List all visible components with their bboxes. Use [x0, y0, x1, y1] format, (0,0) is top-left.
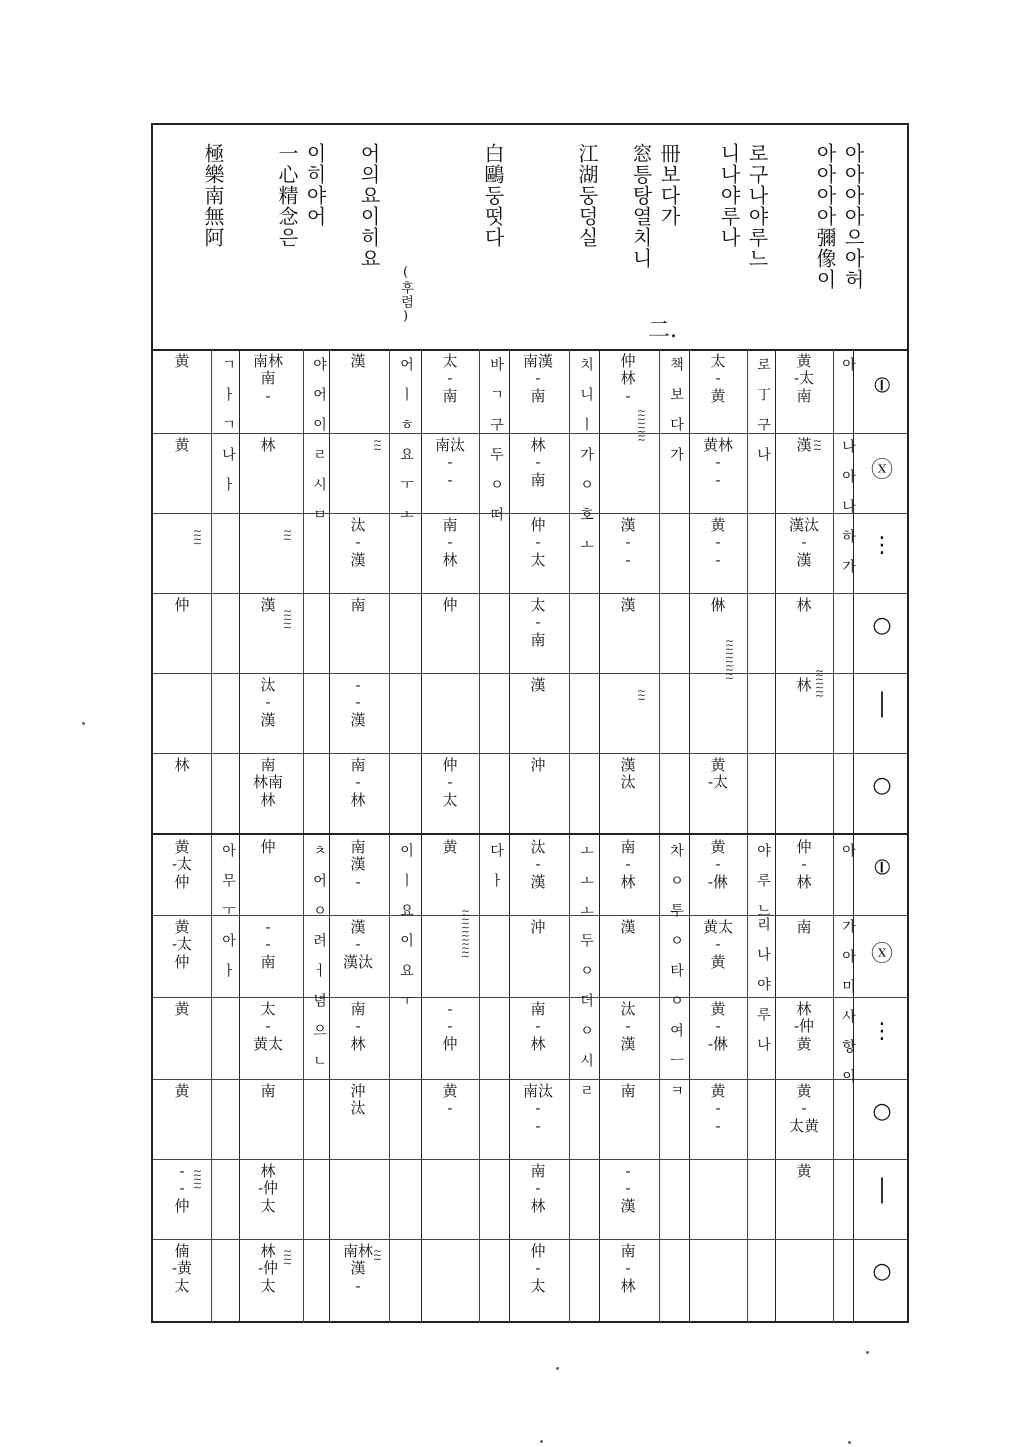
notation-cell: 漢汰 - 漢: [788, 516, 819, 569]
notation-cell: 㑣: [710, 596, 726, 614]
refrain-line-3: 一心精念은: [275, 143, 299, 248]
score-sheet: [151, 123, 909, 1323]
notation-cell: 南 - 林: [530, 1162, 546, 1215]
refrain-line-4: 極樂南無阿: [201, 143, 225, 248]
verse-line-7: 江湖둥덩실: [575, 143, 599, 248]
refrain-line-1: 어의요이히요: [357, 143, 381, 269]
rhythm-symbol-1: ⦶: [874, 373, 890, 398]
rhythm-symbol-7: ⦶: [874, 855, 890, 880]
notation-cell: 黄 -: [442, 1082, 458, 1118]
notation-cell: 南 林南 林: [252, 756, 283, 809]
lyric-col-7-bottom: ㅊ 어 ㅇ 려 ㅓ 념 으 ㄴ: [311, 843, 327, 1067]
notation-cell: 黄: [442, 838, 458, 856]
refrain-label: (후렴): [398, 265, 413, 325]
verse-line-5: 冊보다가: [657, 143, 681, 227]
notation-cell: - - 漢: [620, 1162, 636, 1215]
lyric-col-1-bottom: 아: [840, 843, 856, 857]
verse-line-8: 白鷗둥떳다: [481, 143, 505, 248]
rhythm-symbol-5: │: [875, 693, 889, 718]
lyric-col-1b-bottom: 가 아 미 사 항 이: [840, 919, 856, 1083]
notation-cell: 漢: [796, 436, 812, 454]
notation-cell: 南: [796, 918, 812, 936]
notation-cell: 沖: [530, 918, 546, 936]
notation-cell: 黄: [796, 1162, 812, 1180]
notation-cell: 仲: [260, 838, 276, 856]
rhythm-symbol-2: ⓧ: [870, 458, 893, 483]
verse-line-4: 니나야루나: [717, 143, 741, 248]
notation-cell: 漢 汰: [620, 756, 636, 792]
lyric-col-7-top: 야 어 이 ㄹ 시 ㅁ: [311, 357, 327, 521]
lyrics-panel: [153, 125, 907, 351]
lyric-col-5-bottom: 다 ㅏ: [488, 843, 504, 887]
lyric-col-3-top: 책 보 다 가: [668, 357, 684, 461]
notation-cell: 黄太 - 黄: [702, 918, 733, 971]
notation-cell: 仲: [174, 596, 190, 614]
notation-cell: 漢: [620, 918, 636, 936]
notation-cell: 仲 - 太: [530, 516, 546, 569]
notation-cell: 㑲 -黄 太: [171, 1242, 193, 1295]
refrain-line-2: 이히야어: [303, 143, 327, 227]
notation-cell: 黄: [174, 436, 190, 454]
notation-cell: 林: [260, 436, 276, 454]
notation-cell: 仲: [442, 596, 458, 614]
notation-cell: 南: [620, 1082, 636, 1100]
verse-line-2: 아아아아彌像이: [813, 143, 837, 290]
notation-cell: - - 漢: [350, 676, 366, 729]
notation-cell: 仲 林 -: [620, 352, 636, 405]
notation-cell: 仲 - 林: [796, 838, 812, 891]
notation-cell: 沖 汰: [350, 1082, 366, 1118]
lyric-col-1-top: 아: [840, 357, 856, 371]
notation-cell: 林: [796, 596, 812, 614]
notation-cell: 南汰 - -: [522, 1082, 553, 1135]
rhythm-symbol-11: │: [875, 1179, 889, 1204]
notation-cell: 南 - 林: [350, 1000, 366, 1053]
notation-cell: 南汰 - -: [434, 436, 465, 489]
notation-cell: 南 漢 -: [350, 838, 366, 891]
notation-cell: - - 仲: [174, 1162, 190, 1215]
notation-cell: 仲 - 太: [530, 1242, 546, 1295]
notation-cell: 黄: [174, 1082, 190, 1100]
verse-line-1: 아아아아으아허: [841, 143, 865, 290]
notation-cell: 南林 漢 -: [342, 1242, 373, 1295]
verse-line-3: 로구나야루느: [745, 143, 769, 269]
notation-cell: 黄 - 太黄: [788, 1082, 819, 1135]
notation-cell: 汰 - 漢: [350, 516, 366, 569]
notation-cell: 太 - 黄: [710, 352, 726, 405]
lyric-col-6-top: 어 ㅣ ㅎ 요 ㅜ ㅗ: [398, 357, 414, 521]
notation-cell: 汰 - 漢: [260, 676, 276, 729]
notation-cell: 南 - 林: [530, 1000, 546, 1053]
notation-cell: 太 - 南: [442, 352, 458, 405]
lyric-col-3-bottom: 차 ㅇ 투 ㅇ 타 ㅇ 여 ㅡ ㅋ: [668, 843, 684, 1097]
notation-cell: 南漢 - 南: [522, 352, 553, 405]
notation-cell: 林: [174, 756, 190, 774]
rhythm-symbol-9: ⋮: [871, 1019, 893, 1044]
notation-cell: 仲 - 太: [442, 756, 458, 809]
notation-cell: 黄 -太 南: [793, 352, 815, 405]
notation-cell: 汰 - 漢: [530, 838, 546, 891]
verse-number: 二.: [648, 318, 677, 343]
notation-cell: 南 - 林: [620, 838, 636, 891]
notation-cell: 汰 - 漢: [620, 1000, 636, 1053]
rhythm-symbol-6: ○: [872, 773, 892, 798]
lyric-col-4-bottom: ㅗ ㅗ ㅗ 두 ㅇ 더 ㅇ 시 ㄹ: [578, 843, 594, 1097]
lyric-col-8-top: ㄱ ㅏ ㄱ 나 ㅏ: [220, 357, 236, 491]
lyric-col-5-top: 바 ㄱ 구 두 ㅇ 떠: [488, 357, 504, 521]
lyric-col-2-top: 로 丁 구 나: [755, 357, 771, 461]
notation-cell: 漢 - 漢汰: [342, 918, 373, 971]
notation-cell: - - 南: [260, 918, 276, 971]
notation-cell: 黄 - -: [710, 516, 726, 569]
notation-cell: 黄: [174, 1000, 190, 1018]
notation-cell: 林 - 南: [530, 436, 546, 489]
notation-cell: 沖: [530, 756, 546, 774]
lyric-col-1b-top: 나 아 나 하 가: [840, 439, 856, 573]
notation-cell: 黄 - -: [710, 1082, 726, 1135]
notation-cell: 漢: [530, 676, 546, 694]
rhythm-symbol-10: ○: [872, 1099, 892, 1124]
notation-cell: 林: [796, 676, 812, 694]
rhythm-symbol-3: ⋮: [871, 533, 893, 558]
notation-cell: - - 仲: [442, 1000, 458, 1053]
notation-cell: 南: [260, 1082, 276, 1100]
notation-cell: 黄 - -㑣: [707, 1000, 729, 1053]
lyric-col-4-top: 치 니 ㅣ 가 ㅇ 호 ㅗ: [578, 357, 594, 551]
verse-line-6: 窓틍탕열치니: [629, 143, 653, 269]
notation-grid: ⦶ ⓧ ⋮ ○ │ ○ ⦶ ⓧ ⋮ ○ │ ○ 아 아 나 아 나 하 가 가 아 미 사 항 이 로 丁 구 나 야 루 느리 나 야 루 나 책 보 다 가 차 ㅇ 투 ㅇ 타 ㅇ 여 ㅡ ㅋ 치 니 ㅣ 가 ㅇ 호 ㅗ ㅗ ㅗ ㅗ 두 ㅇ 더 ㅇ 시 ㄹ 바 ㄱ 구 두 ㅇ 떠 다 ㅏ 어 ㅣ ㅎ 요 ㅜ ㅗ 이 ㅣ 요 이 요 ㅜ 야 어 이 ㄹ 시 ㅁ ㅊ 어 ㅇ 려 ㅓ 념 으 ㄴ ㄱ ㅏ ㄱ 나 ㅏ 아 무 ㅜ 아 ㅏ 黄 -太 南 漢 漢汰 - 漢 林 林 仲 - 林 南 林 -仲 黄 黄 - 太黄 黄 太 - 黄 黄林 - - 黄 - - 㑣 黄 -太 黄 - -㑣 黄太 - 黄 黄 - -㑣 黄 - - 仲 林 - 漢 - - 漢 漢 汰 南 - 林 漢 汰 - 漢 南 - - 漢 南 - 林 南漢 - 南 林 - 南 仲 - 太 太 - 南 漢 沖 汰 - 漢 沖 南 - 林 南汰 - - 南 - 林 仲 - 太 太 - 南 南汰 - - 南 - 林 仲 仲 - 太 黄 - - 仲 黄 - 漢 汰 - 漢 南 - - 漢 南 - 林 南 漢 - 漢 - 漢汰 南 - 林 沖 汰 南林 漢 - 南林 南 - 林 漢 汰 - 漢 南 林南 林 仲 - - 南 太 - 黄太 南 林 -仲 太 林 -仲 太 黄 黄 仲 林 黄 -太 仲 黄 -太 仲 黄 黄 - - 仲 㑲 -黄 太 ≀≀≀ ≀≀≀≀≀≀≀ ≀≀≀≀≀≀≀≀≀≀ ≀≀≀≀≀≀≀≀ ≀≀≀ ≀≀≀≀≀≀≀≀≀≀≀≀ ≀≀≀ ≀≀≀ ≀≀≀≀≀ ≀≀≀≀ ≀≀≀≀≀ ≀≀≀ ≀≀≀≀: [153, 349, 907, 1323]
rhythm-symbol-8: ⓧ: [870, 942, 893, 967]
notation-cell: 黄: [174, 352, 190, 370]
lyric-col-6-bottom: 이 ㅣ 요 이 요 ㅜ: [398, 843, 414, 1007]
notation-cell: 南林 南 -: [252, 352, 283, 405]
notation-cell: 漢 - -: [620, 516, 636, 569]
notation-cell: 黄林 - -: [702, 436, 733, 489]
rhythm-symbol-4: ○: [872, 613, 892, 638]
notation-cell: 黄 - -㑣: [707, 838, 729, 891]
rhythm-symbol-12: ○: [872, 1259, 892, 1284]
notation-cell: 黄 -太 仲: [171, 838, 193, 891]
lyric-col-2-bottom: 야 루 느리 나 야 루 나: [755, 843, 771, 1051]
notation-cell: 南 - 林: [442, 516, 458, 569]
notation-cell: 漢: [620, 596, 636, 614]
notation-cell: 漢: [350, 352, 366, 370]
notation-cell: 林 -仲 太: [257, 1162, 279, 1215]
notation-cell: 林 -仲 黄: [793, 1000, 815, 1053]
notation-cell: 南 - 林: [620, 1242, 636, 1295]
notation-cell: 漢: [260, 596, 276, 614]
notation-cell: 南 - 林: [350, 756, 366, 809]
notation-cell: 黄 -太: [707, 756, 729, 792]
notation-cell: 黄 -太 仲: [171, 918, 193, 971]
notation-cell: 太 - 黄太: [252, 1000, 283, 1053]
notation-cell: 太 - 南: [530, 596, 546, 649]
lyric-col-8-bottom: 아 무 ㅜ 아 ㅏ: [220, 843, 236, 977]
notation-cell: 南: [350, 596, 366, 614]
notation-cell: 林 -仲 太: [257, 1242, 279, 1295]
